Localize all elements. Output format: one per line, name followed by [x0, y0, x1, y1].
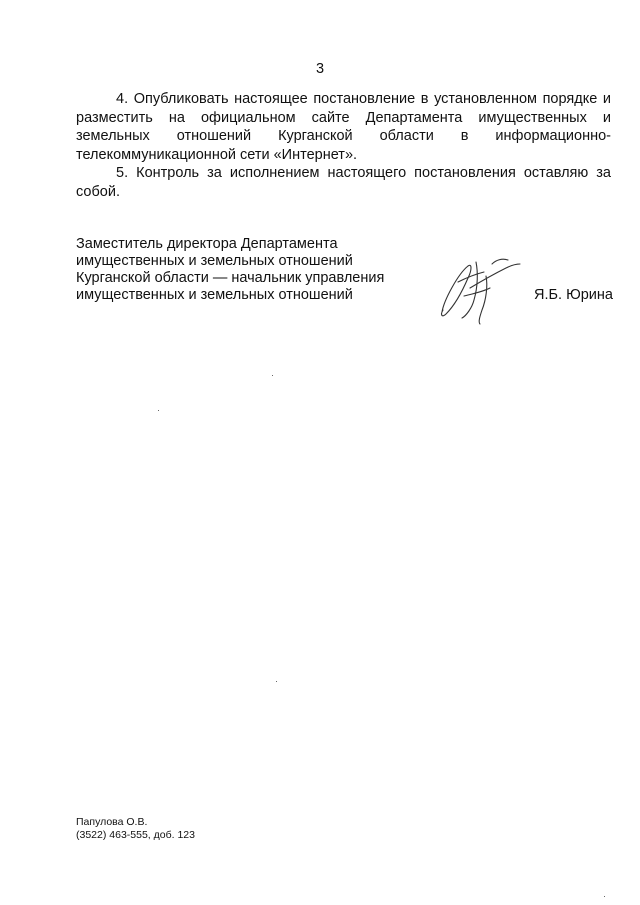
- position-line: Курганской области — начальник управления: [76, 270, 385, 286]
- page-number: 3: [315, 61, 325, 77]
- signatory-name: Я.Б. Юрина: [534, 287, 613, 303]
- position-line: имущественных и земельных отношений: [76, 253, 353, 269]
- paragraph-4: 4. Опубликовать настоящее постановление в установленном порядке и разместить на официальном сайте Департамента имущественных и земельных отношений Курганской области в информационно-телекоммуникационной сети «Интернет».: [76, 91, 611, 163]
- scan-speck: [158, 410, 159, 411]
- paragraph-5: 5. Контроль за исполнением настоящего постановления оставляю за собой.: [76, 165, 611, 200]
- signatory-position: [76, 236, 406, 304]
- scan-speck: [276, 681, 277, 682]
- scan-speck: [272, 375, 273, 376]
- body-text: [76, 90, 611, 201]
- position-line: Заместитель директора Департамента: [76, 236, 338, 252]
- executor-block: [76, 816, 195, 842]
- handwritten-signature-icon: [436, 252, 526, 326]
- executor-name: Папулова О.В.: [76, 816, 148, 828]
- executor-phone: (3522) 463-555, доб. 123: [76, 829, 195, 841]
- position-line: имущественных и земельных отношений: [76, 287, 353, 303]
- scan-speck: [604, 896, 605, 897]
